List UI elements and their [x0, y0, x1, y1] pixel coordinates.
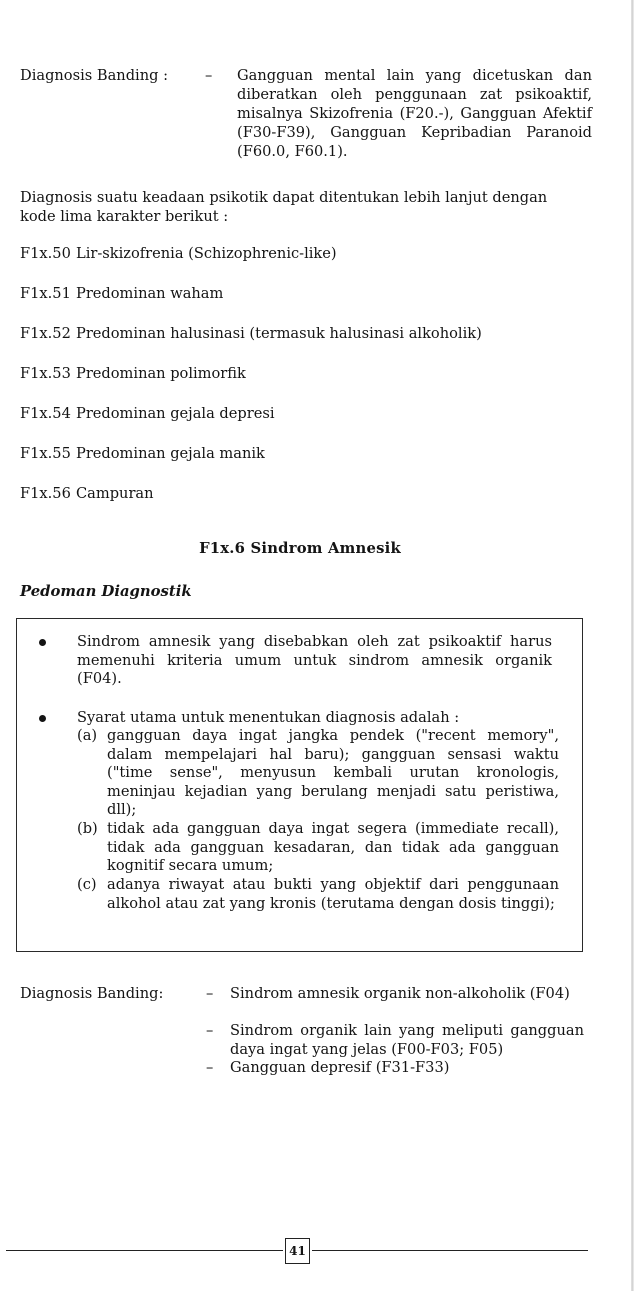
dash: – — [206, 1059, 214, 1076]
differential-diagnosis-label: Diagnosis Banding: — [20, 985, 164, 1002]
code: F1x.52 — [20, 325, 71, 342]
differential-diagnosis-text: Gangguan mental lain yang dicetuskan dan diberatkan oleh penggunaan zat psikoaktif, misalnya Skizofrenia (F20.-), Gangguan Afektif (F30-F39), Gangguan Kepribadian Paranoid (F60.0, F60.1). — [237, 67, 592, 160]
code-list — [20, 244, 580, 524]
code-item — [20, 444, 580, 484]
code: F1x.50 — [20, 245, 71, 262]
code-item — [20, 244, 580, 284]
code: F1x.56 — [20, 485, 71, 502]
code-label: Predominan polimorfik — [76, 365, 246, 382]
footer-rule-right — [312, 1250, 588, 1251]
criteria-text: tidak ada gangguan daya ingat segera (immediate recall), tidak ada gangguan kesadaran, dan tidak ada gangguan kognitif secara umum; — [107, 820, 559, 874]
code: F1x.53 — [20, 365, 71, 382]
bullet-text: Sindrom amnesik yang disebabkan oleh zat psikoaktif harus memenuhi kriteria umum untuk sindrom amnesik organik (F04). — [77, 633, 552, 687]
dash: – — [206, 985, 214, 1002]
code-item — [20, 284, 580, 324]
page-edge-shadow — [631, 0, 634, 1291]
differential-item-text: Gangguan depresif (F31-F33) — [230, 1059, 450, 1076]
page-number: 41 — [285, 1238, 310, 1264]
criteria-marker: (c) — [77, 876, 97, 893]
intro-paragraph: Diagnosis suatu keadaan psikotik dapat ditentukan lebih lanjut dengan kode lima karakter berikut : — [20, 189, 548, 225]
bullet-text: Syarat utama untuk menentukan diagnosis adalah : — [77, 709, 460, 726]
code-label: Predominan gejala manik — [76, 445, 265, 462]
dash: – — [206, 1022, 214, 1039]
section-title: F1x.6 Sindrom Amnesik — [199, 540, 401, 557]
code: F1x.54 — [20, 405, 71, 422]
code-item — [20, 484, 580, 524]
criteria-marker: (a) — [77, 727, 98, 744]
bullet-icon — [39, 639, 46, 646]
bullet-icon — [39, 715, 46, 722]
subsection-heading: Pedoman Diagnostik — [20, 583, 192, 600]
differential-diagnosis-label: Diagnosis Banding : — [20, 67, 169, 84]
code-item — [20, 404, 580, 444]
diagnostic-guidelines-box — [16, 618, 583, 952]
dash: – — [205, 67, 213, 84]
code-label: Predominan waham — [76, 285, 224, 302]
code: F1x.55 — [20, 445, 71, 462]
code-item — [20, 364, 580, 404]
code-label: Predominan gejala depresi — [76, 405, 275, 422]
code: F1x.51 — [20, 285, 71, 302]
differential-item-text: Sindrom amnesik organik non-alkoholik (F04) — [230, 985, 570, 1002]
criteria-text: adanya riwayat atau bukti yang objektif dari penggunaan alkohol atau zat yang kronis (terutama dengan dosis tinggi); — [107, 876, 559, 912]
criteria-marker: (b) — [77, 820, 98, 837]
code-label: Predominan halusinasi (termasuk halusinasi alkoholik) — [76, 325, 482, 342]
code-label: Lir-skizofrenia (Schizophrenic-like) — [76, 245, 337, 262]
differential-item-text: Sindrom organik lain yang meliputi gangguan daya ingat yang jelas (F00-F03; F05) — [230, 1022, 584, 1058]
criteria-text: gangguan daya ingat jangka pendek ("recent memory", dalam mempelajari hal baru); gangguan sensasi waktu ("time sense", menyusun kembali urutan kronologis, meninjau kejadian yang berulang menjadi satu peristiwa, dll); — [107, 727, 559, 818]
code-item — [20, 324, 580, 364]
footer-rule-left — [6, 1250, 283, 1251]
code-label: Campuran — [76, 485, 154, 502]
